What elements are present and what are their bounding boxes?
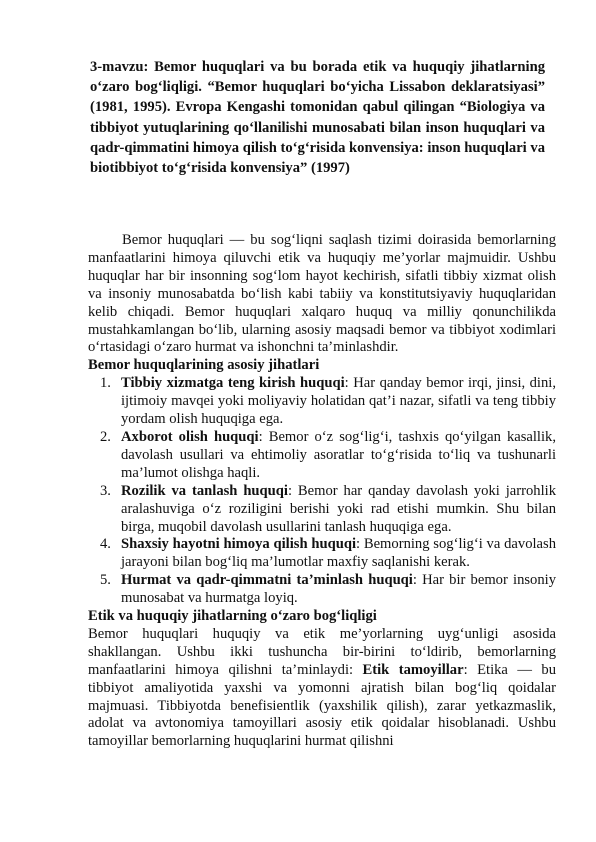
- rights-list: [88, 375, 556, 608]
- list-item-term: Tibbiy xizmatga teng kirish huquqi: [121, 375, 345, 392]
- list-item-number: 3.: [100, 482, 111, 499]
- section-heading-ethics-law: Etik va huquqiy jihatlarning o‘zaro bog‘liqligi: [88, 608, 377, 625]
- list-item-term: Rozilik va tanlash huquqi: [121, 482, 288, 499]
- list-item-term: Axborot olish huquqi: [121, 428, 259, 445]
- list-item: [88, 483, 556, 537]
- list-item: [88, 572, 556, 608]
- ethics-paragraph-start: Bemor huquqlari huquqiy va etik me’yorlarning uyg‘unligi asosida shakllangan. Ushbu ikki tushuncha bir-birini to‘ldirib, bemorlarning manfaatlarini himoya qilishni ta’minlaydi:: [88, 625, 556, 678]
- list-item: [88, 429, 556, 483]
- list-item-text: : Bemorning sog‘lig‘i va davolash jarayoni bilan bog‘liq ma’lumotlar maxfiy saqlanishi kerak.: [121, 536, 556, 571]
- list-item-term: Shaxsiy hayotni himoya qilish huquqi: [121, 536, 356, 553]
- list-item-term: Hurmat va qadr-qimmatni ta’minlash huquqi: [121, 572, 413, 589]
- list-item-text: : Har qanday bemor irqi, jinsi, dini, ijtimoiy mavqei yoki moliyaviy holatidan qat’i nazar, sifatli va teng tibbiy yordam olish huquqiga ega.: [121, 375, 556, 428]
- topic-title: 3-mavzu: Bemor huquqlari va bu borada etik va huquqiy jihatlarning o‘zaro bog‘liqligi. “Bemor huquqlari bo‘yicha Lissabon deklaratsiyasi” (1981, 1995). Evropa Kengashi tomonidan qabul qilingan “Biologiya va tibbiyot yutuqlarining qo‘llanilishi munosabati bilan inson huquqlari va qadr-qimmatini himoya qilish to‘g‘risida konvensiya: inson huquqlari va biotibbiyot to‘g‘risida konvensiya” (1997): [90, 59, 545, 177]
- list-item-number: 2.: [100, 428, 111, 445]
- list-item-text: : Bemor har qanday davolash yoki jarrohlik aralashuviga o‘z roziligini berishi yoki rad etishi mumkin. Shu bilan birga, muqobil davolash usullarini tanlash huquqiga ega.: [121, 482, 556, 535]
- ethics-paragraph-term: Etik tamoyillar: [362, 661, 464, 678]
- list-item-text: : Bemor o‘z sog‘lig‘i, tashxis qo‘yilgan kasallik, davolash usullari va ehtimoliy asoratlar to‘g‘risida to‘liq va tushunarli ma’lumot olishga haqli.: [121, 428, 556, 481]
- list-item-number: 4.: [100, 536, 111, 553]
- list-item-number: 5.: [100, 572, 111, 589]
- document-body: [88, 232, 556, 751]
- list-item: [88, 536, 556, 572]
- intro-paragraph: Bemor huquqlari — bu sog‘liqni saqlash tizimi doirasida bemorlarning manfaatlarini himoya qiluvchi etik va huquqiy me’yorlar majmuidir. Ushbu huquqlar har bir insonning sog‘lom hayot kechirish, sifatli tibbiy xizmat olish va insoniy munosabatda bo‘lish kabi tabiiy va konstitutsiyaviy huquqlaridan kelib chiqadi. Bemor huquqlari xalqaro huquq va milliy qonunchilikda mustahkamlangan bo‘lib, ularning asosiy maqsadi bemor va tibbiyot xodimlari o‘rtasidagi o‘zaro hurmat va ishonchni ta’minlashdir.: [88, 232, 556, 356]
- list-item: [88, 375, 556, 429]
- ethics-paragraph: [88, 626, 556, 751]
- list-item-number: 1.: [100, 375, 111, 392]
- section-heading-main-aspects: Bemor huquqlarining asosiy jihatlari: [88, 357, 320, 374]
- list-item-text: : Har bir bemor insoniy munosabat va hurmatga loyiq.: [121, 572, 556, 607]
- ethics-paragraph-end: : Etika — bu tibbiyot amaliyotida yaxshi va yomonni ajratish bilan bog‘liq qoidalar majmuasi. Tibbiyotda benefisientlik (yaxshilik qilish), zarar yetkazmaslik, adolat va avtonomiya tamoyillari asosiy etik qoidalar hisoblanadi. Ushbu tamoyillar bemorlarning huquqlarini hurmat qilishni: [88, 661, 556, 750]
